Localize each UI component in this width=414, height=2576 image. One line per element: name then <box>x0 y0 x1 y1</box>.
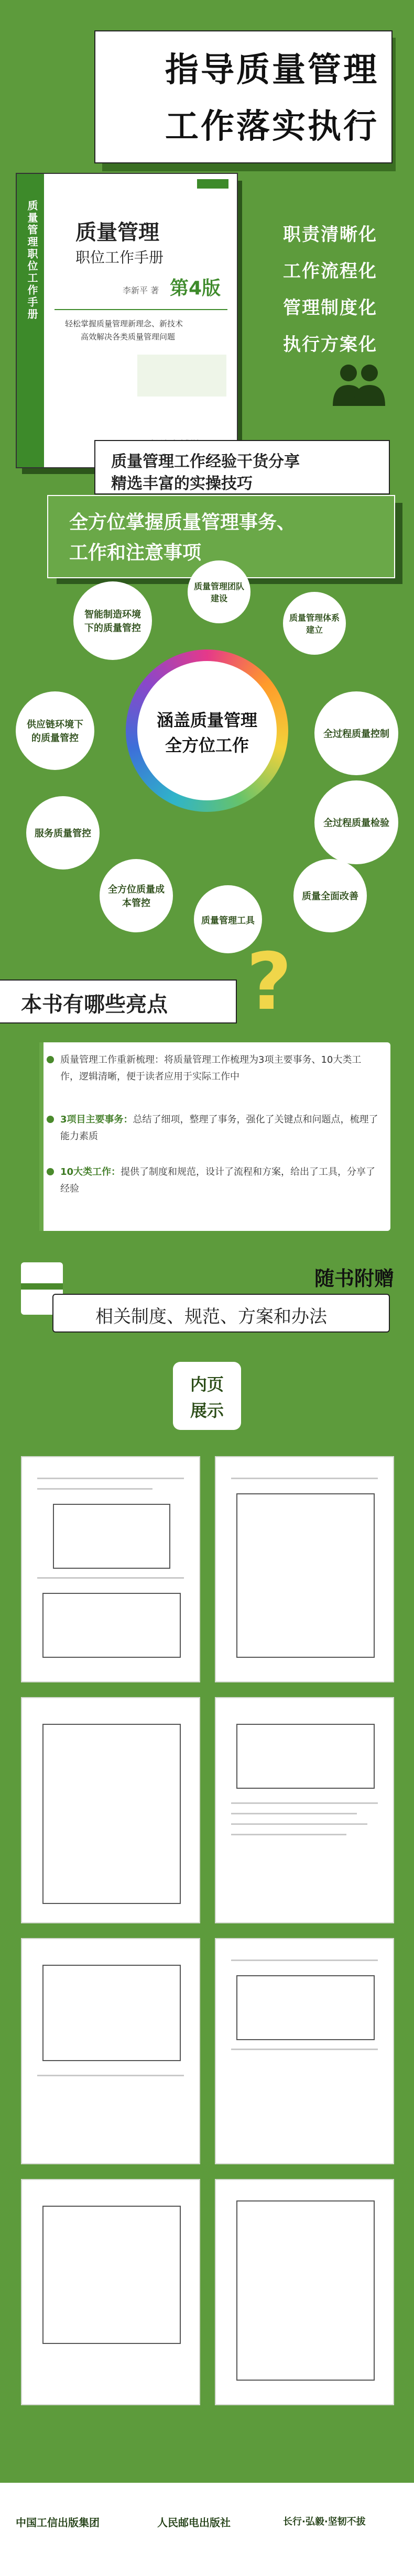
footer-logo-1: 中国工信出版集团 <box>16 2516 100 2529</box>
highlight-3-text: 提供了制度和规范，设计了流程和方案，给出了工具，分享了经验 <box>60 1166 376 1194</box>
page-thumb-4 <box>215 1697 394 1923</box>
highlight-2-text: 总结了细项，整理了事务，强化了关键点和问题点，梳理了能力素质 <box>60 1114 378 1142</box>
gift-ribbon <box>21 1283 63 1290</box>
book-cover <box>16 173 238 468</box>
page-thumb-7 <box>21 2179 200 2405</box>
book-author: 李新平 著 <box>123 285 159 295</box>
highlights-title: 本书有哪些亮点 <box>21 993 168 1017</box>
bubble-supply-chain: 供应链环境下的质量管控 <box>16 691 94 770</box>
book-front <box>44 174 237 467</box>
bullet-icon <box>47 1056 54 1063</box>
people-icon <box>328 361 390 409</box>
footer <box>0 2483 414 2576</box>
bubble-improvement: 质量全面改善 <box>293 859 367 932</box>
highlights-title-box <box>0 979 237 1023</box>
highlight-2-head: 3项目主要事务： <box>60 1114 133 1125</box>
page-thumb-3 <box>21 1697 200 1923</box>
banner-line-2: 工作和注意事项 <box>69 542 202 564</box>
feature-line-1: 质量管理工作经验干货分享 <box>111 453 300 471</box>
header-line-1: 指导质量管理 <box>165 51 379 90</box>
circle-center-line-1: 涵盖质量管理 <box>156 710 257 730</box>
preview-label-2: 展示 <box>190 1401 224 1421</box>
cover-info-box <box>137 355 226 397</box>
bubble-system-build: 质量管理体系建立 <box>283 592 346 655</box>
panel-accent-bar <box>39 1042 43 1231</box>
highlights-panel <box>39 1042 390 1231</box>
book-edition-badge: 第4版 <box>170 278 221 299</box>
bullet-icon <box>47 1116 54 1123</box>
highlight-item-2 <box>60 1111 380 1145</box>
header-line-2: 工作落实执行 <box>165 107 379 146</box>
preview-label-1: 内页 <box>190 1374 224 1394</box>
book-blurb-1: 轻松掌握质量管理新理念、新技术 <box>65 319 183 328</box>
cover-divider <box>55 309 227 310</box>
series-logo <box>197 179 228 189</box>
preview-label-box <box>173 1362 241 1430</box>
keyword-1: 职责清晰化 <box>283 224 377 245</box>
bubble-service-quality: 服务质量管控 <box>26 796 100 869</box>
gift-text: 相关制度、规范、方案和办法 <box>95 1306 327 1327</box>
highlight-1-text: 质量管理工作重新梳理：将质量管理工作梳理为3项主要事务、10大类工作，逻辑清晰，便于读者应用于实际工作中 <box>60 1054 362 1082</box>
book-title-sub: 职位工作手册 <box>75 249 164 266</box>
banner-line-1: 全方位掌握质量管理事务、 <box>69 512 296 533</box>
highlight-3-head: 10大类工作： <box>60 1166 121 1177</box>
page-thumb-2 <box>215 1456 394 1682</box>
bubble-smart-manufacturing: 智能制造环境下的质量管控 <box>73 581 152 660</box>
page-thumb-8 <box>215 2179 394 2405</box>
feature-text-box <box>94 440 390 494</box>
bubble-tools: 质量管理工具 <box>194 885 262 953</box>
footer-logo-3: 长行·弘毅·坚韧不拔 <box>283 2516 366 2527</box>
gift-text-box <box>52 1294 390 1333</box>
bubble-team-building: 质量管理团队建设 <box>188 560 250 623</box>
bubble-process-inspection: 全过程质量检验 <box>314 780 398 864</box>
page-thumb-5 <box>21 1938 200 2164</box>
highlight-item-3 <box>60 1164 380 1197</box>
question-mark-icon: ? <box>246 937 292 1028</box>
keyword-4: 执行方案化 <box>283 334 377 355</box>
feature-line-2: 精选丰富的实操技巧 <box>111 475 253 493</box>
page-thumb-6 <box>215 1938 394 2164</box>
footer-logo-2: 人民邮电出版社 <box>157 2516 231 2529</box>
page-thumb-1 <box>21 1456 200 1682</box>
bullet-icon <box>47 1168 54 1175</box>
gift-title: 随书附赠 <box>314 1267 395 1290</box>
highlight-item-1 <box>60 1052 380 1085</box>
circle-center-line-2: 全方位工作 <box>165 735 249 755</box>
book-spine-text: 质量管理职位工作手册 <box>26 200 38 321</box>
bubble-process-control: 全过程质量控制 <box>314 691 398 775</box>
bubble-cost-control: 全方位质量成本管控 <box>100 859 173 932</box>
header-box <box>94 30 393 163</box>
book-blurb-2: 高效解决各类质量管理问题 <box>81 332 176 342</box>
keyword-2: 工作流程化 <box>283 261 377 282</box>
book-title-main: 质量管理 <box>75 221 159 245</box>
keyword-3: 管理制度化 <box>283 298 377 318</box>
